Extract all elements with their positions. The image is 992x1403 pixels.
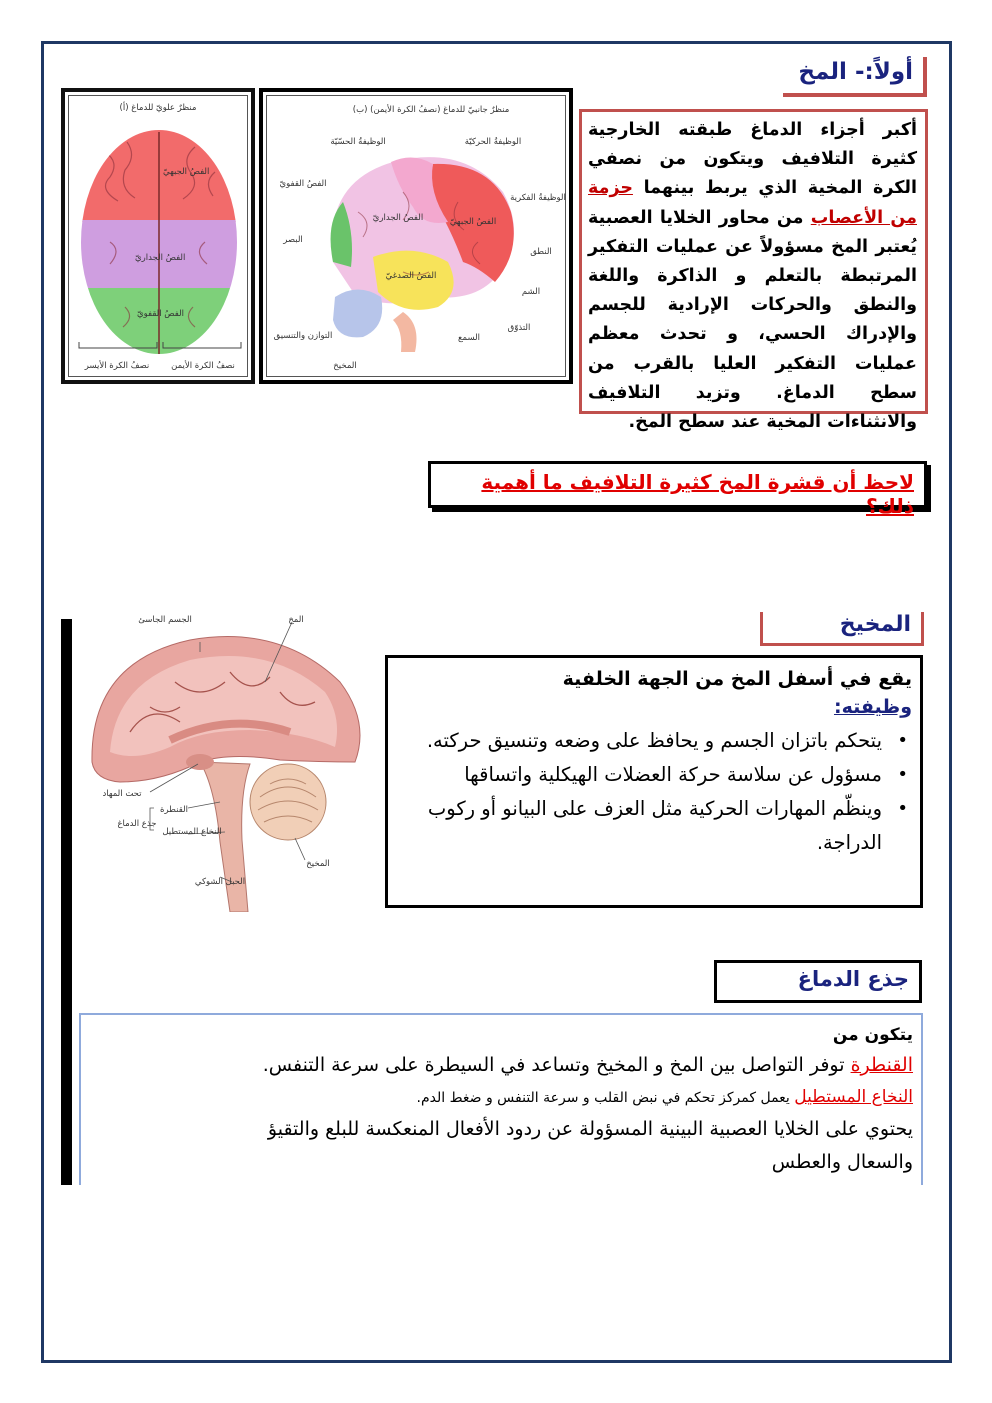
side-label-smell: الشم bbox=[521, 287, 541, 297]
side-label-sensory: الوظيفةُ الحسّيّة bbox=[330, 137, 386, 147]
side-label-frontal: الفصُ الجبهيّ bbox=[449, 217, 497, 227]
top-label-parietal: الفصُ الجداريّ bbox=[135, 253, 186, 263]
side-label-cerebellum: المخيخ bbox=[333, 361, 357, 371]
brainstem-description bbox=[79, 1013, 923, 1185]
side-label-thinking: الوظيفةُ الفكرية bbox=[510, 193, 566, 203]
brain-text-part-2: من محاور الخلايا العصبية يُعتبر المخ مسؤولاً عن عمليات التفكير المرتبطة بالتعلم و الذاكرة واللغة والنطق والحركات الإرادية للجسم والإدراك الحسي، و تحدث معظم عمليات التفكير العليا بالقرب من سطح الدماغ. وتزيد التلافيف والانثناءات المخية عند سطح المخ. bbox=[588, 207, 917, 433]
section-label-hypothalamus: تحت المهاد bbox=[102, 789, 142, 799]
list-item: • مسؤول عن سلاسة حركة العضلات الهيكلية واتساقها bbox=[396, 758, 912, 792]
side-label-balance: التوازن والتنسيق bbox=[273, 331, 333, 341]
brainstem-medulla-line bbox=[89, 1082, 913, 1113]
side-label-vision: البصر bbox=[283, 235, 303, 245]
cerebellum-description bbox=[385, 655, 923, 908]
side-label-occipital: الفصُ القفويّ bbox=[279, 179, 327, 189]
brainstem-lead: يتكون من bbox=[832, 1025, 913, 1045]
brainstem-section-title: جذع الدماغ bbox=[714, 960, 922, 1003]
top-label-occipital: الفصُ القفويّ bbox=[137, 309, 184, 319]
cerebellum-location: يقع في أسفل المخ من الجهة الخلفية bbox=[562, 668, 912, 690]
medulla-text: يعمل كمركز تحكم في نبض القلب و سرعة التنفس و ضغط الدم. bbox=[416, 1090, 795, 1106]
cerebellum-function-label: وظيفته: bbox=[833, 696, 912, 718]
pons-term: القنطرة bbox=[850, 1054, 913, 1076]
top-label-left-hemisphere: نصفُ الكرة الأيسر bbox=[84, 361, 150, 371]
cerebellum-section-title: المخيخ bbox=[760, 612, 924, 646]
side-label-motor: الوظيفةُ الحركيّة bbox=[464, 137, 522, 147]
list-item: • وينظّم المهارات الحركية مثل العزف على البيانو أو ركوب الدراجة. bbox=[396, 792, 912, 860]
brain-text-part-1: أكبر أجزاء الدماغ طبقته الخارجية كثيرة التلافيف ويتكون من نصفي الكرة المخية الذي يربط بينهما bbox=[588, 120, 917, 199]
brain-text-highlight: حزمة من الأعصاب bbox=[588, 178, 917, 228]
section-label-corpus: الجسم الجاسئ bbox=[138, 615, 192, 625]
brain-side-view-figure bbox=[259, 88, 573, 384]
section-label-cerebellum: المخيخ bbox=[306, 859, 330, 869]
section-label-cerebrum: المخ bbox=[288, 615, 304, 625]
brainstem-reflex-line-2: والسعال والعطس bbox=[771, 1151, 913, 1173]
cerebellum-function-list bbox=[396, 724, 912, 860]
brainstem-reflex-line-1: يحتوي على الخلايا العصبية البينية المسؤولة عن ردود الأفعال المنعكسة للبلع والتقيؤ bbox=[267, 1118, 913, 1140]
brain-description bbox=[579, 109, 928, 433]
question-text: لاحظ أن قشرة المخ كثيرة التلافيف ما أهمية ذلك؟ bbox=[481, 470, 914, 518]
section-label-medulla: النخاع المستطيل bbox=[162, 827, 222, 837]
vertical-divider-bar bbox=[61, 619, 72, 1185]
brain-section-figure bbox=[80, 612, 370, 912]
side-label-temporal: الفصُ الصدغيّ bbox=[385, 271, 437, 281]
side-label-hearing: السمع bbox=[458, 333, 480, 343]
pons-text: توفر التواصل بين المخ و المخيخ وتساعد في السيطرة على سرعة التنفس. bbox=[262, 1054, 851, 1076]
section-label-brainstem: جذع الدماغ bbox=[117, 819, 157, 829]
side-label-speech: النطق bbox=[530, 247, 552, 257]
section-label-pons: القنطرة bbox=[160, 805, 188, 815]
side-view-caption: (ب) منظرٌ جانبيّ للدماغ (نصفُ الكرة الأيمن) bbox=[352, 105, 510, 115]
list-item: • يتحكم باتزان الجسم و يحافظ على وضعه وتنسيق حركته. bbox=[396, 724, 912, 758]
brain-top-view-figure bbox=[61, 88, 255, 384]
brainstem-pons-line bbox=[89, 1049, 913, 1082]
question-box bbox=[428, 461, 927, 518]
side-label-taste: التذوّق bbox=[507, 323, 531, 333]
side-label-parietal: الفصُ الجداريّ bbox=[372, 213, 424, 223]
medulla-term: النخاع المستطيل bbox=[794, 1087, 913, 1107]
top-view-caption: (أ) منظرٌ علويّ للدماغ bbox=[119, 103, 197, 113]
section-label-spinal-cord: الحبل الشوكي bbox=[194, 877, 246, 887]
top-label-frontal: الفصُ الجبهيّ bbox=[163, 167, 210, 177]
top-label-right-hemisphere: نصفُ الكرة الأيمن bbox=[171, 361, 235, 371]
brain-section-title: أولاً:- المخ bbox=[783, 57, 927, 97]
